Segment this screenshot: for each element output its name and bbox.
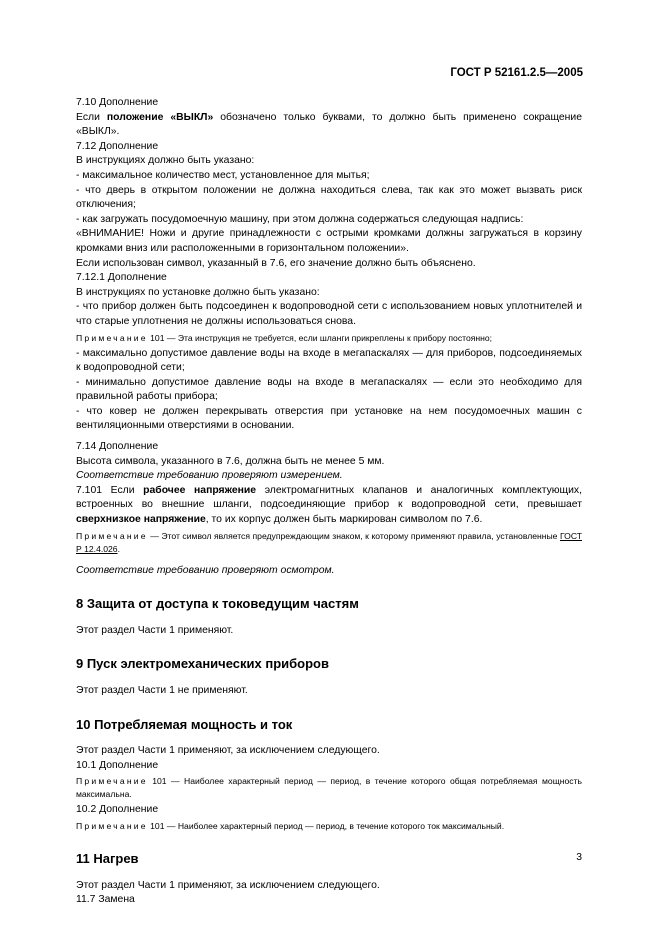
clause-10-2: 10.2 Дополнение xyxy=(76,804,159,816)
clause-7-101 xyxy=(76,484,582,528)
text: электромагнитных клапанов и аналогичных комплектующих, встроенных во внешние шланги, подсоединяющие прибор к водопроводной сети, превышает xyxy=(76,484,582,511)
section-text: Этот раздел Части 1 применяют, за исключением следующего. xyxy=(76,879,380,891)
document-id: ГОСТ Р 52161.2.5—2005 xyxy=(450,67,583,79)
section-heading-10: 10 Потребляемая мощность и ток xyxy=(76,716,293,732)
list-item: - минимально допустимое давление воды на входе в мегапаскалях — если это необходимо для правильной работы прибора; xyxy=(76,376,582,403)
list-item: - максимальное количество мест, установленное для мытья; xyxy=(76,169,370,181)
list-item: - что прибор должен быть подсоединен к водопроводной сети с использованием новых уплотнителей и что старые уплотнения не должны использоваться снова. xyxy=(76,301,582,327)
note-text: 101 — Наиболее характерный период — период, в течение которого общая потребляемая мощность максимальна. xyxy=(76,776,582,800)
clause-7-14: 7.14 Дополнение xyxy=(76,441,159,453)
paragraph: В инструкциях должно быть указано: xyxy=(76,155,255,167)
list-item: - что ковер не должен перекрывать отверстия при установке на нем посудомоечных машин с вентиляционными отверстиями в основании. xyxy=(76,405,582,432)
note-text: — Этот символ является предупреждающим знаком, к которому применяют правила, установленные xyxy=(147,530,560,541)
list-item: - максимально допустимое давление воды на входе в мегапаскалях — для приборов, подсоединяемых к водопроводной сети; xyxy=(76,347,582,374)
section-text: Этот раздел Части 1 не применяют. xyxy=(76,685,248,696)
list-item: - что дверь в открытом положении не должна находиться слева, так как это может вызвать риск отключения; xyxy=(76,184,582,211)
text: обозначено только буквами, то должно быть применено сокращение «ВЫКЛ». xyxy=(76,111,582,138)
bold-term: рабочее напряжение xyxy=(143,484,257,496)
clause-10-1: 10.1 Дополнение xyxy=(76,759,159,771)
note-text: 101 — Эта инструкция не требуется, если шланги прикреплены к прибору постоянно; xyxy=(147,332,493,343)
page-content xyxy=(76,96,582,908)
paragraph: Высота символа, указанного в 7.6, должна быть не менее 5 мм. xyxy=(76,455,385,467)
bold-term: сверхнизкое напряжение xyxy=(76,514,206,526)
note-label: Примечание xyxy=(76,776,148,787)
paragraph xyxy=(76,111,582,140)
section-heading-9: 9 Пуск электромеханических приборов xyxy=(76,656,329,672)
paragraph: Если использован символ, указанный в 7.6, его значение должно быть объяснено. xyxy=(76,257,476,269)
note-text: 101 — Наиболее характерный период — период, в течение которого ток максимальный. xyxy=(147,820,505,831)
section-text: Этот раздел Части 1 применяют. xyxy=(76,624,234,636)
bold-term: положение «ВЫКЛ» xyxy=(106,111,214,123)
compliance-check: Соответствие требованию проверяют осмотром. xyxy=(76,564,335,576)
warning-text: «ВНИМАНИЕ! Ножи и другие принадлежности с острыми кромками должны загружаться в корзину кромками вниз или расположенными в горизонтальном положении». xyxy=(76,228,582,254)
note-label: Примечание xyxy=(76,820,148,831)
section-heading-11: 11 Нагрев xyxy=(76,850,139,866)
clause-11-7: 11.7 Замена xyxy=(76,894,135,906)
standard-link[interactable]: ГОСТ Р 12.4.026 xyxy=(76,530,582,554)
note-text: . xyxy=(117,543,120,554)
list-item: - как загружать посудомоечную машину, при этом должна содержаться следующая надпись: xyxy=(76,213,524,225)
note xyxy=(76,332,582,345)
page-number: 3 xyxy=(576,852,582,863)
section-text: Этот раздел Части 1 применяют, за исключением следующего. xyxy=(76,745,380,757)
paragraph: В инструкциях по установке должно быть указано: xyxy=(76,286,320,298)
clause-7-12: 7.12 Дополнение xyxy=(76,140,159,152)
note-label: Примечание xyxy=(76,530,148,541)
note xyxy=(76,530,582,556)
text: , то их корпус должен быть маркирован символом по 7.6. xyxy=(205,514,483,526)
note xyxy=(76,820,582,833)
note xyxy=(76,775,582,801)
clause-7-12-1: 7.12.1 Дополнение xyxy=(76,272,167,284)
note-label: Примечание xyxy=(76,332,148,343)
compliance-check: Соответствие требованию проверяют измерением. xyxy=(76,470,343,482)
section-heading-8: 8 Защита от доступа к токоведущим частям xyxy=(76,596,359,612)
text: Если xyxy=(76,111,107,123)
clause-7-10: 7.10 Дополнение xyxy=(76,97,159,108)
text: 7.101 Если xyxy=(76,484,144,496)
